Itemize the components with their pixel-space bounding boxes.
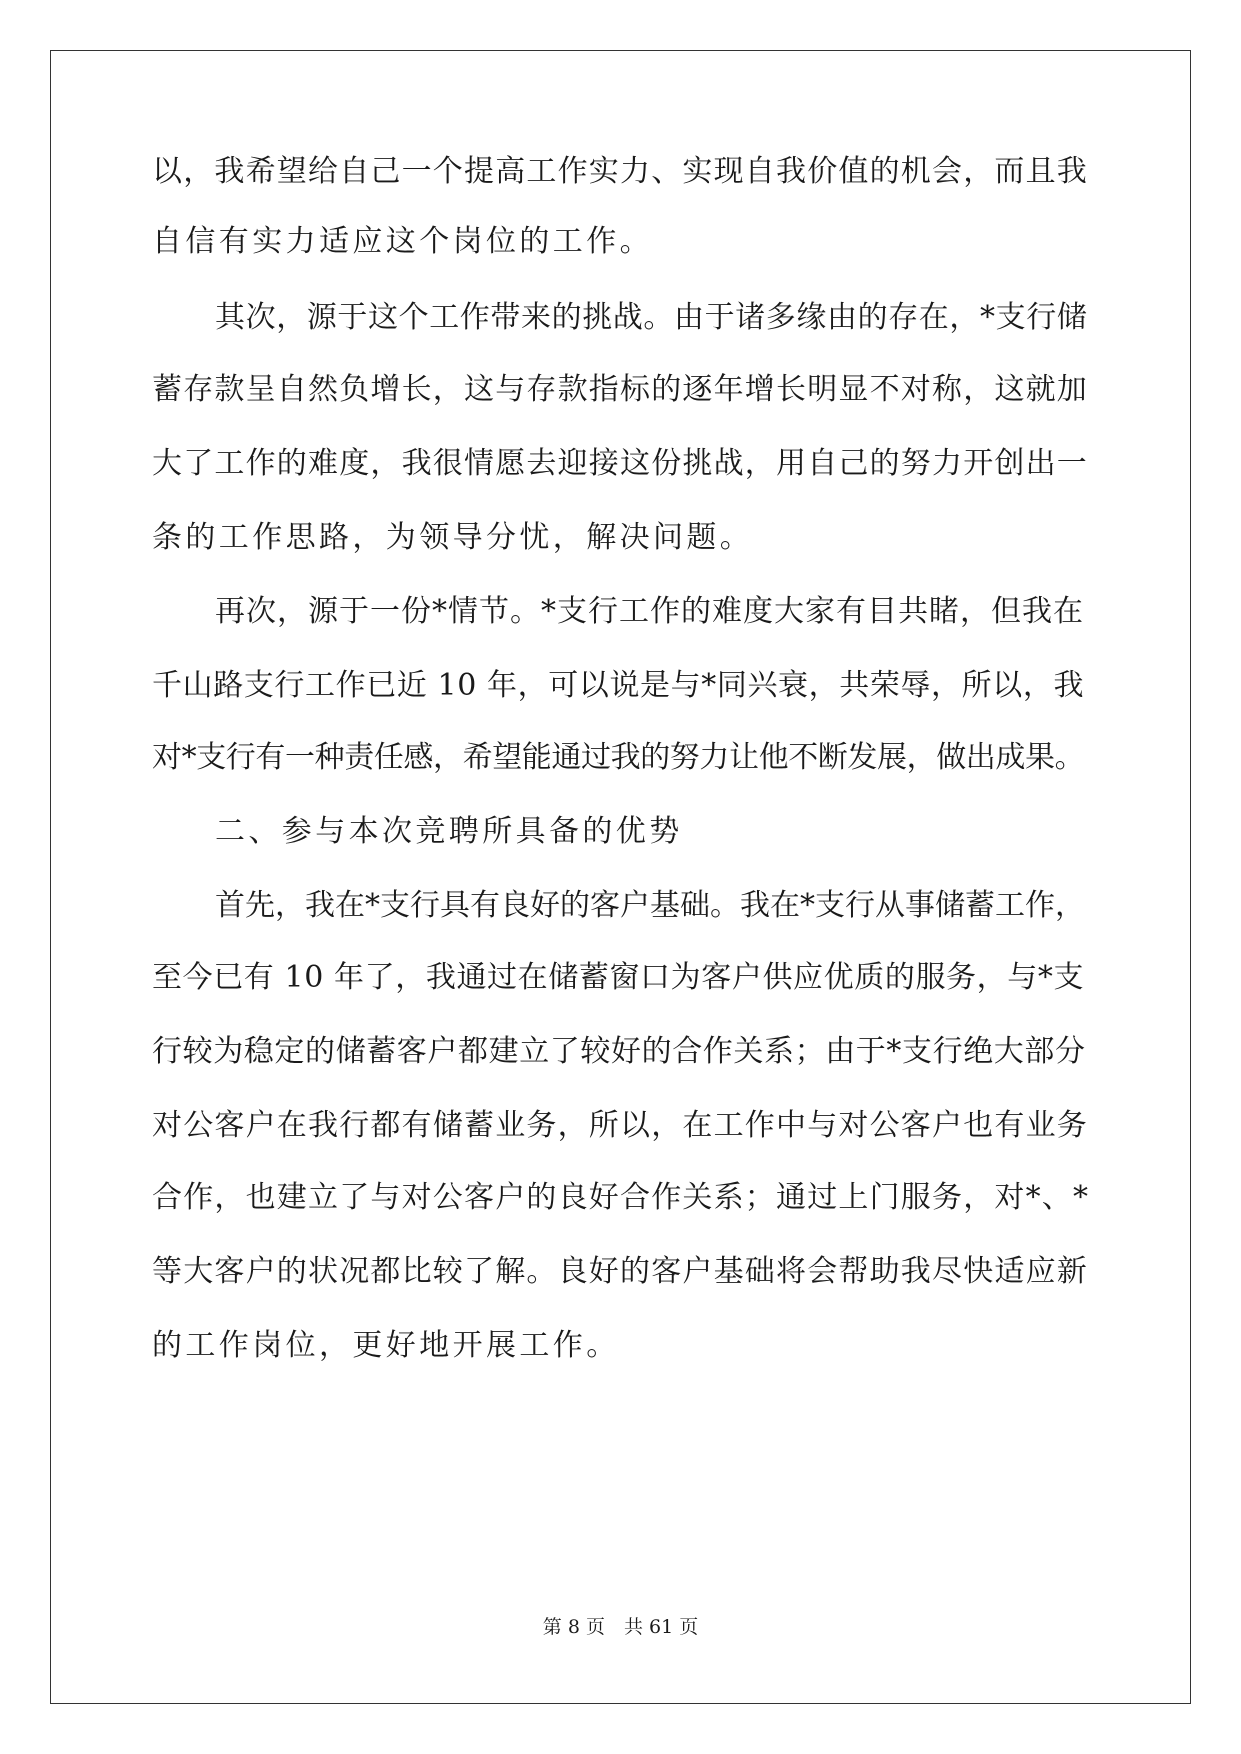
text-line: 蓄存款呈自然负增长，这与存款指标的逐年增长明显不对称，这就加 <box>152 372 1088 407</box>
text-line: 等大客户的状况都比较了解。良好的客户基础将会帮助我尽快适应新 <box>152 1254 1088 1289</box>
text-line: 自信有实力适应这个岗位的工作。 <box>152 224 653 259</box>
text-line: 千山路支行工作已近 10 年，可以说是与*同兴衰，共荣辱，所以，我 <box>152 668 1085 703</box>
text-line: 行较为稳定的储蓄客户都建立了较好的合作关系；由于*支行绝大部分 <box>152 1034 1086 1069</box>
text-line: 条的工作思路，为领导分忧，解决问题。 <box>152 520 754 555</box>
text-line: 对*支行有一种责任感，希望能通过我的努力让他不断发展，做出成果。 <box>152 740 1085 775</box>
text-line: 至今已有 10 年了，我通过在储蓄窗口为客户供应优质的服务，与*支 <box>152 960 1085 995</box>
text-line: 大了工作的难度，我很情愿去迎接这份挑战，用自己的努力开创出一 <box>152 446 1088 481</box>
text-line: 合作，也建立了与对公客户的良好合作关系；通过上门服务，对*、* <box>152 1180 1090 1215</box>
text-line: 以，我希望给自己一个提高工作实力、实现自我价值的机会，而且我 <box>152 154 1088 189</box>
text-line: 其次，源于这个工作带来的挑战。由于诸多缘由的存在，*支行储 <box>215 300 1088 335</box>
text-line: 首先，我在*支行具有良好的客户基础。我在*支行从事储蓄工作， <box>215 888 1085 923</box>
page-footer: 第 8 页 共 61 页 <box>542 1616 699 1638</box>
text-line: 对公客户在我行都有储蓄业务，所以，在工作中与对公客户也有业务 <box>152 1108 1088 1143</box>
section-heading: 二、参与本次竞聘所具备的优势 <box>215 814 683 849</box>
text-line: 的工作岗位，更好地开展工作。 <box>152 1328 620 1363</box>
text-line: 再次，源于一份*情节。*支行工作的难度大家有目共睹，但我在 <box>215 594 1084 629</box>
